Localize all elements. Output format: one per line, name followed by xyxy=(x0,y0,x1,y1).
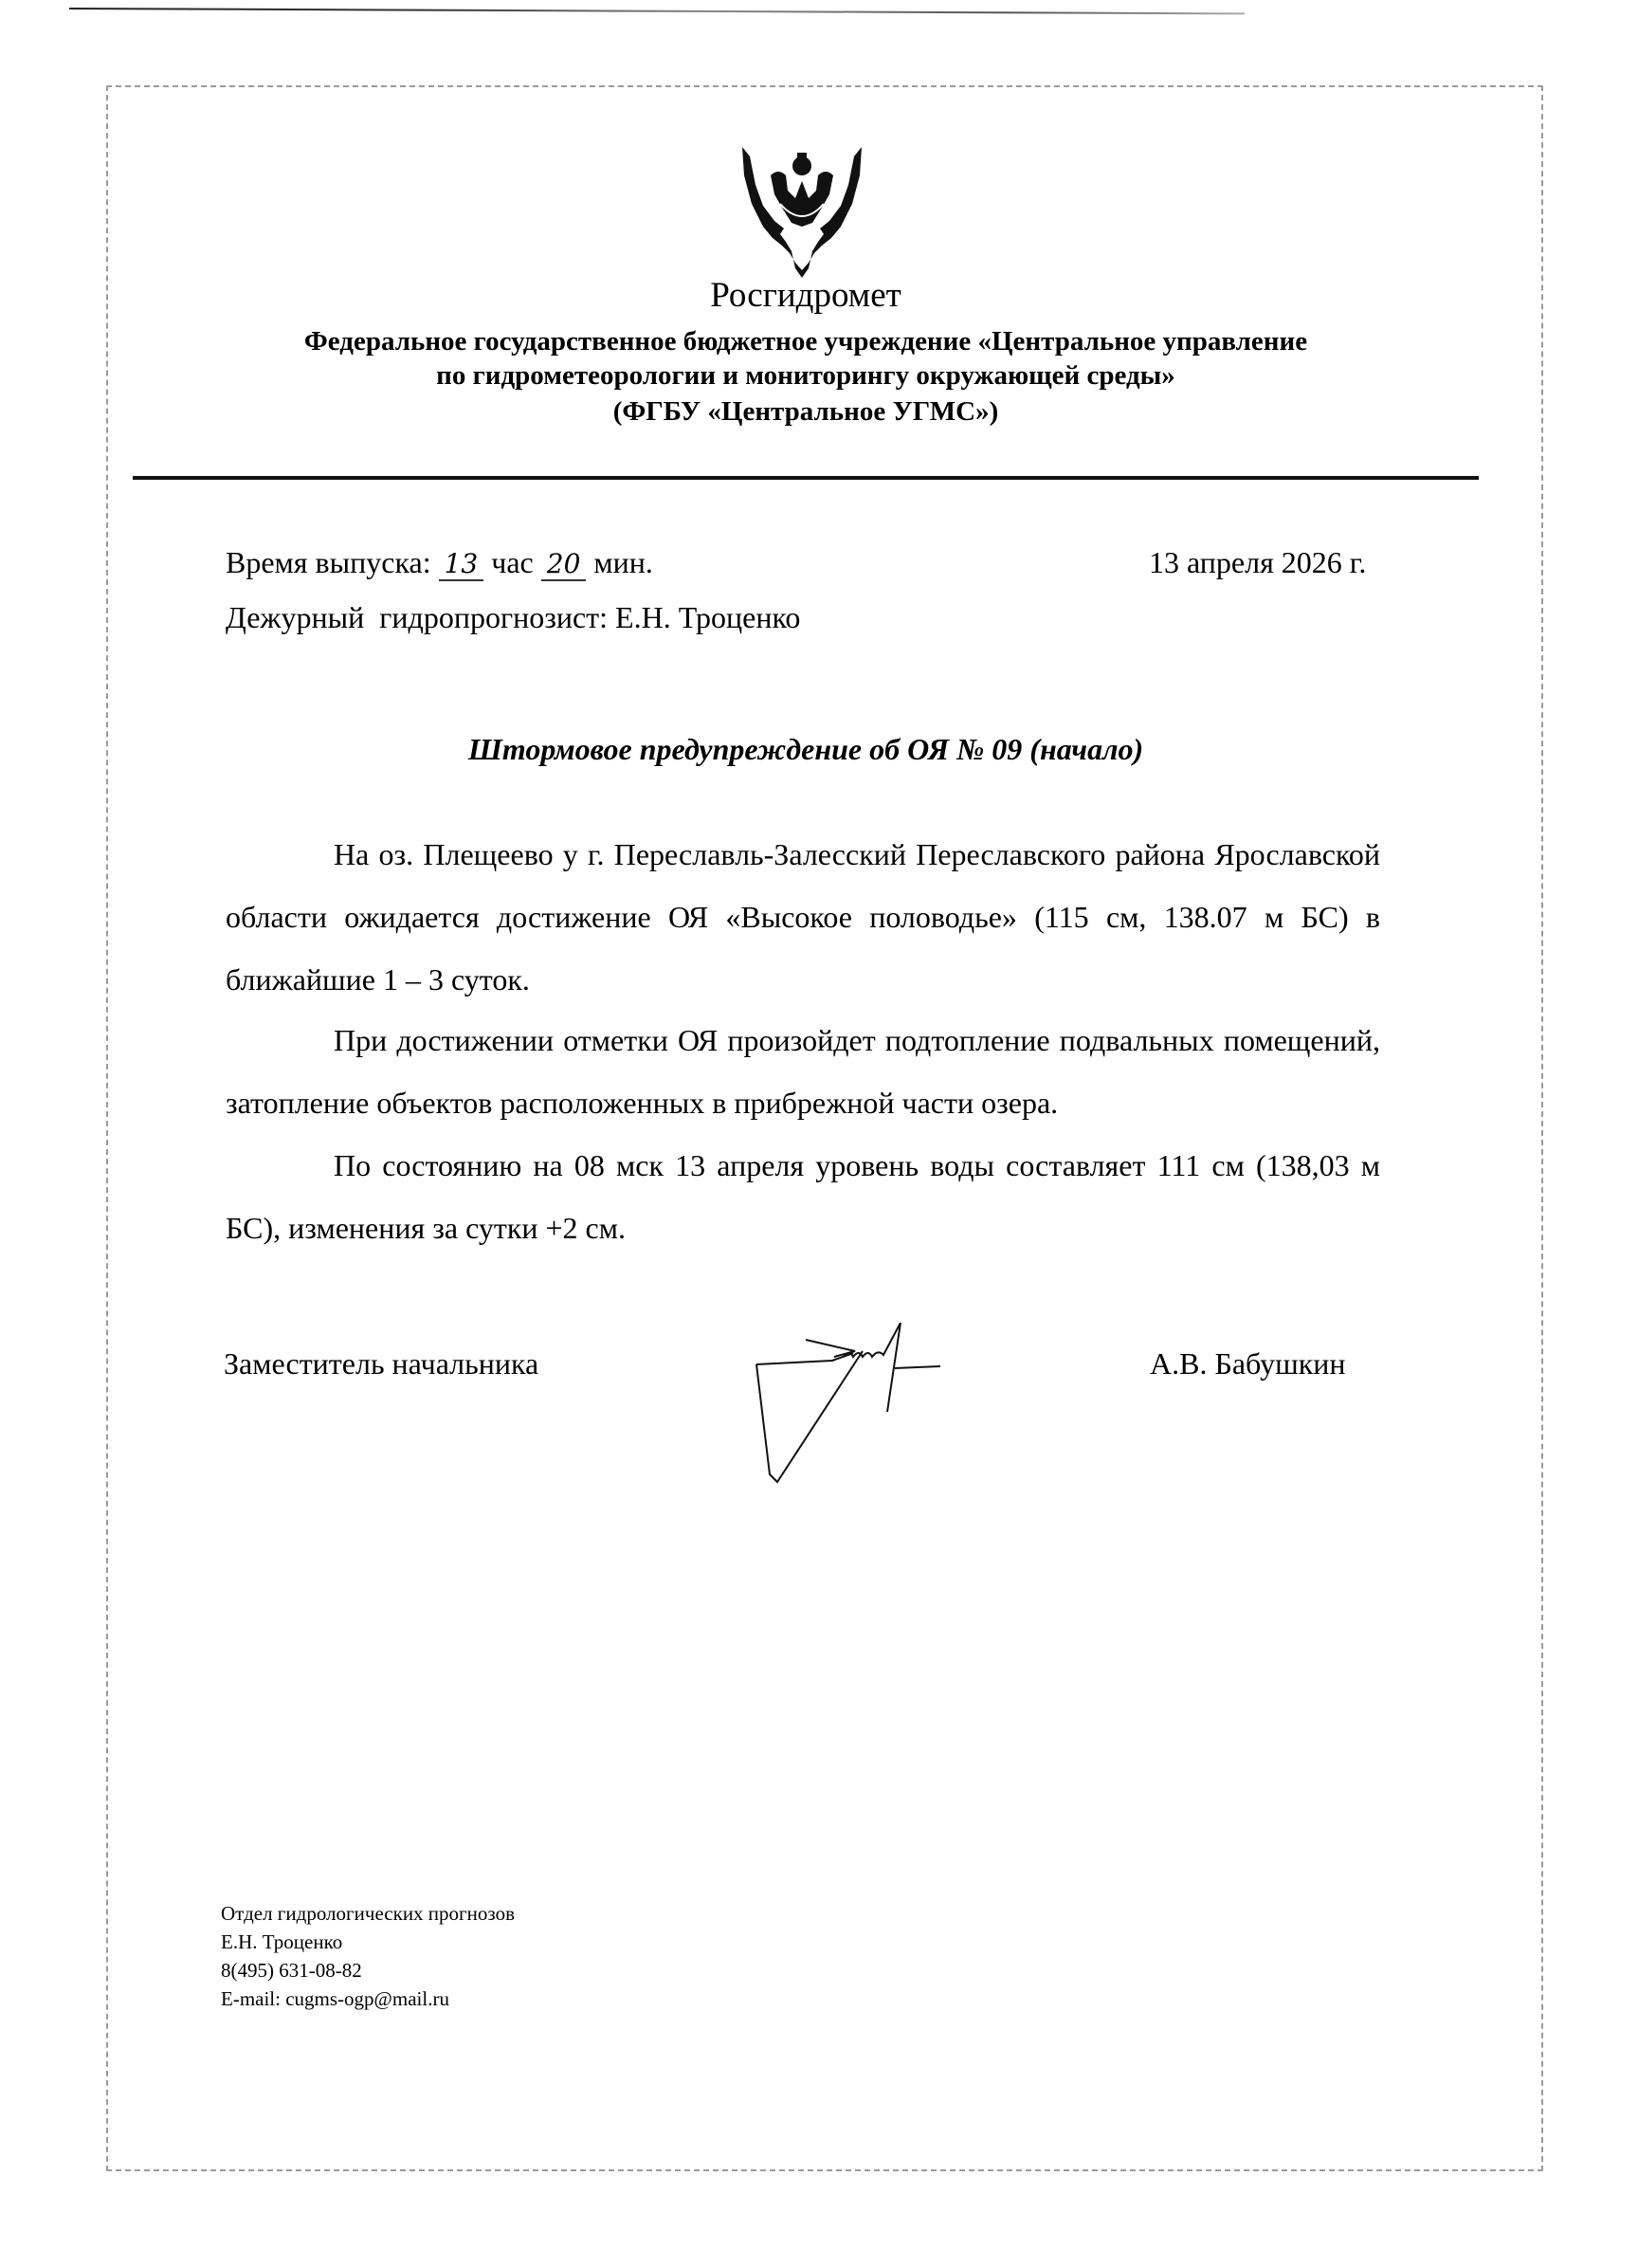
contact-email[interactable]: E-mail: cugms-ogp@mail.ru xyxy=(221,1987,449,2010)
forecaster-name: Е.Н. Троценко xyxy=(615,600,801,634)
release-time-label: Время выпуска: xyxy=(226,545,431,579)
scan-artifact-line xyxy=(69,8,1245,14)
release-minute-handwritten: 20 xyxy=(541,548,587,581)
forecaster-label: Дежурный гидропрогнозист: xyxy=(226,600,609,634)
signatory-name: А.В. Бабушкин xyxy=(1150,1346,1346,1381)
institution-line-2: по гидрометеорологии и мониторингу окружающей среды» xyxy=(436,360,1175,391)
release-hour-handwritten: 13 xyxy=(439,548,484,581)
release-time xyxy=(226,545,653,581)
warning-title: Штормовое предупреждение об ОЯ № 09 (начало) xyxy=(467,732,1144,766)
header-divider xyxy=(133,476,1479,480)
agency-name: Росгидромет xyxy=(710,276,901,315)
signatory-position: Заместитель начальника xyxy=(224,1346,539,1381)
double-headed-eagle-icon xyxy=(742,147,862,278)
contact-footer xyxy=(221,1899,515,2013)
issue-date: 13 апреля 2026 г. xyxy=(1149,545,1367,579)
institution-line-1: Федеральное государственное бюджетное учреждение «Центральное управление xyxy=(303,326,1308,357)
duty-forecaster xyxy=(226,600,800,635)
warning-paragraph-2: При достижении отметки ОЯ произойдет подтопление подвальных помещений, затопление объектов расположенных в прибрежной части озера. xyxy=(226,1023,1380,1120)
warning-paragraph-3: По состоянию на 08 мск 13 апреля уровень воды составляет 111 см (138,03 м БС), изменения за сутки +2 см. xyxy=(226,1148,1380,1245)
institution-abbreviation: (ФГБУ «Центральное УГМС») xyxy=(612,396,999,427)
department-name: Отдел гидрологических прогнозов xyxy=(221,1902,515,1925)
minute-label: мин. xyxy=(593,545,653,579)
handwritten-signature xyxy=(692,1323,1052,1493)
warning-paragraph-1: На оз. Плещеево у г. Переславль-Залесский Переславского района Ярославской области ожидается достижение ОЯ «Высокое половодье» (115 см, 138.07 м БС) в ближайшие 1 – 3 суток. xyxy=(226,837,1380,997)
contact-name: Е.Н. Троценко xyxy=(221,1930,343,1953)
hour-label: час xyxy=(491,545,534,579)
contact-phone: 8(495) 631-08-82 xyxy=(221,1959,362,1982)
